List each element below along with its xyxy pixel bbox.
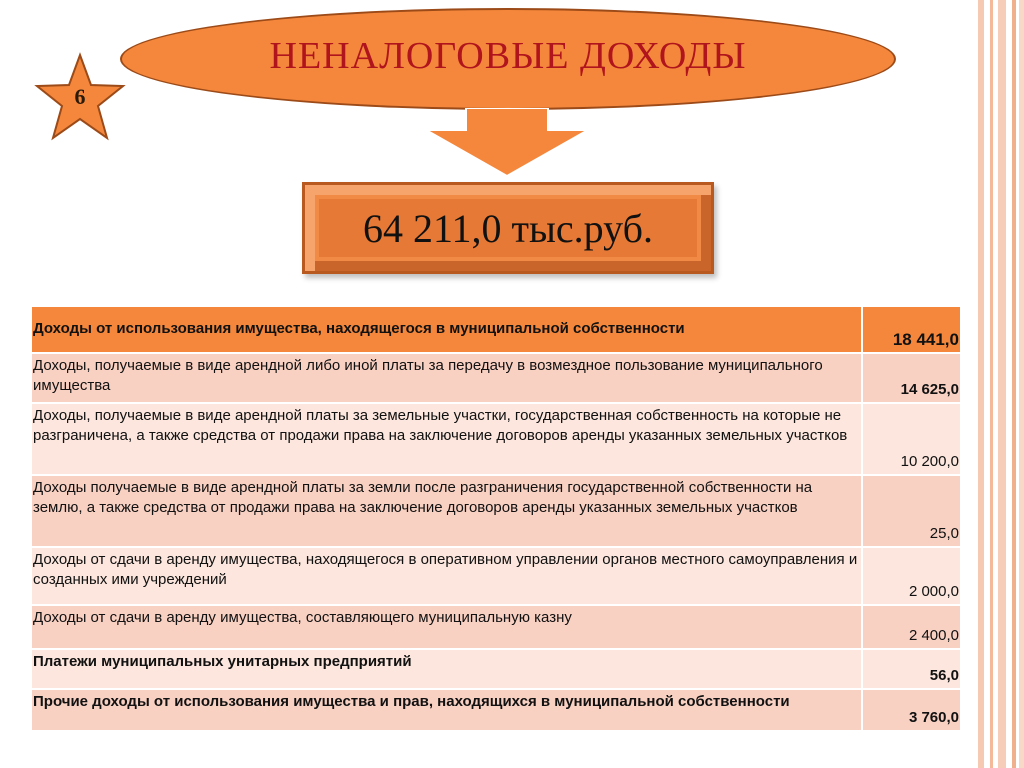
decor-stripe: [978, 0, 984, 768]
title-oval: [120, 8, 896, 110]
revenue-table: [32, 305, 960, 732]
row-value: 10 200,0: [861, 404, 960, 474]
row-label: Платежи муниципальных унитарных предприятий: [32, 650, 861, 688]
table-row: [32, 606, 960, 648]
table-row: [32, 404, 960, 474]
decor-stripe: [990, 0, 993, 768]
row-value: 3 760,0: [861, 690, 960, 730]
arrow-down-icon: [426, 108, 588, 178]
row-label: Доходы от использования имущества, находящегося в муниципальной собственности: [32, 307, 861, 352]
table-row: [32, 548, 960, 604]
row-label: Доходы от сдачи в аренду имущества, составляющего муниципальную казну: [32, 606, 861, 648]
row-label: Прочие доходы от использования имущества и прав, находящихся в муниципальной собственности: [32, 690, 861, 730]
decor-stripe: [1019, 0, 1024, 768]
row-value: 56,0: [861, 650, 960, 688]
row-value: 2 400,0: [861, 606, 960, 648]
total-box: [302, 182, 714, 274]
row-label: Доходы, получаемые в виде арендной либо иной платы за передачу в возмездное пользование муниципального имущества: [32, 354, 861, 402]
decor-stripe: [1012, 0, 1016, 768]
table-row: [32, 354, 960, 402]
row-label: Доходы получаемые в виде арендной платы за земли после разграничения государственной собственности на землю, а также средства от продажи права на заключение договоров аренды указанных земельных участков: [32, 476, 861, 546]
page-title: НЕНАЛОГОВЫЕ ДОХОДЫ: [269, 35, 747, 77]
row-value: 18 441,0: [861, 307, 960, 352]
row-value: 14 625,0: [861, 354, 960, 402]
table-row: [32, 650, 960, 688]
total-value: 64 211,0 тыс.руб.: [363, 205, 653, 251]
table-row: [32, 476, 960, 546]
row-label: Доходы, получаемые в виде арендной платы за земельные участки, государственная собственность на которые не разграничена, а также средства от продажи права на заключение договоров аренды указанных земельных участков: [32, 404, 861, 474]
row-value: 25,0: [861, 476, 960, 546]
decor-stripe: [998, 0, 1006, 768]
row-label: Доходы от сдачи в аренду имущества, находящегося в оперативном управлении органов местного самоуправления и созданных ими учреждений: [32, 548, 861, 604]
row-value: 2 000,0: [861, 548, 960, 604]
slide-number: 6: [74, 84, 86, 109]
table-row: [32, 307, 960, 352]
table-row: [32, 690, 960, 730]
